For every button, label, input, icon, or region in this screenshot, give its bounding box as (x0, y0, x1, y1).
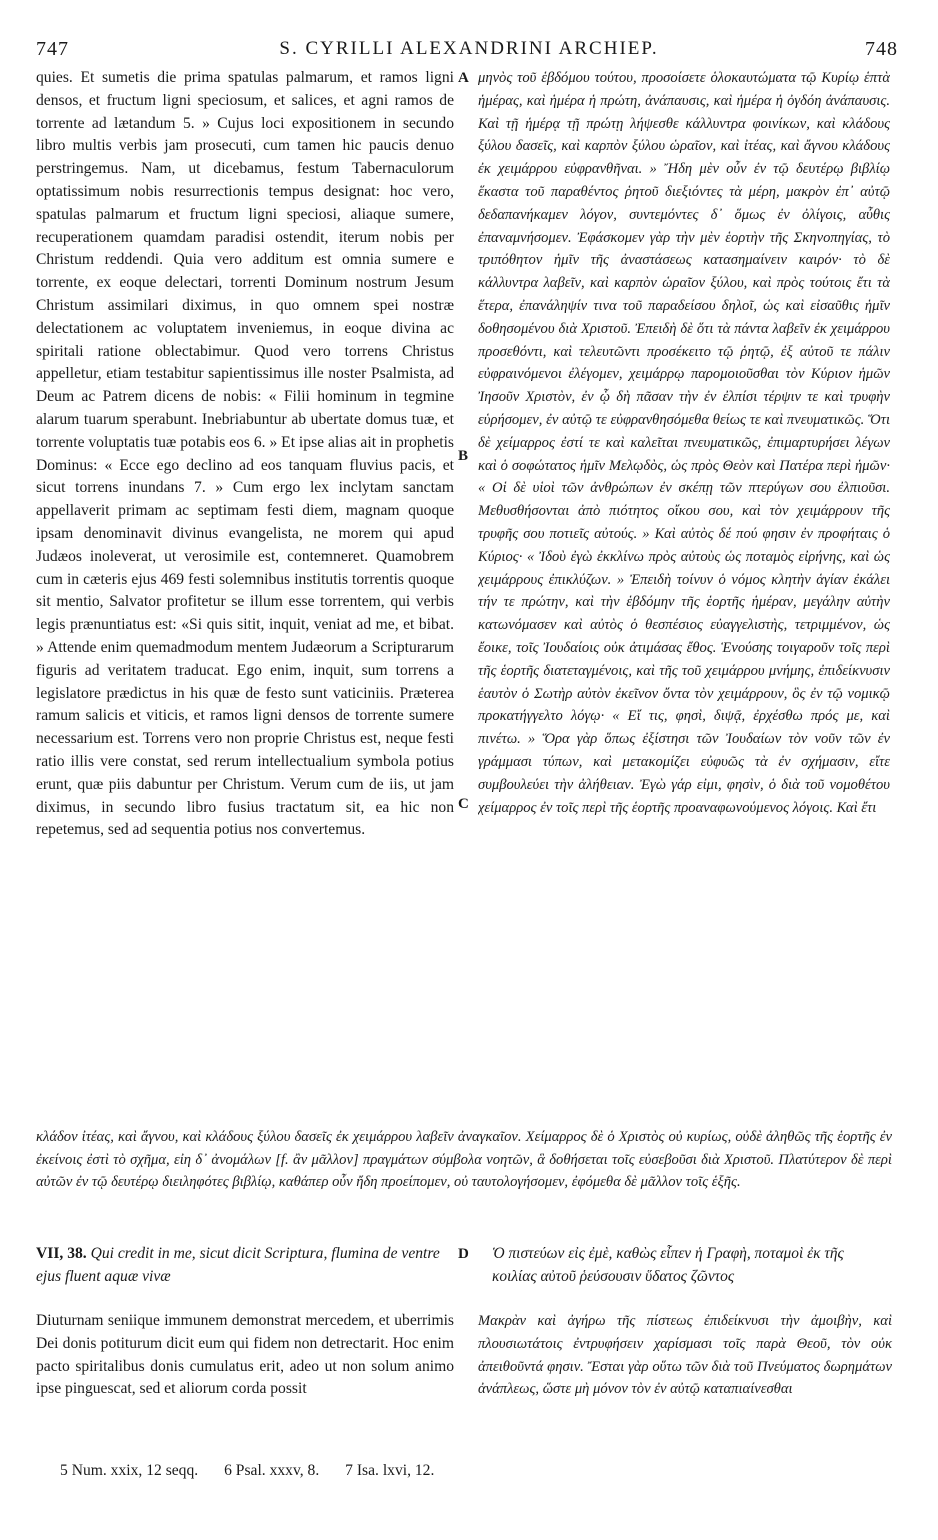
marker-b: B (458, 448, 469, 464)
latin-section-body: Diuturnam seniique immunem demonstrat mercedem, et uberrimis Dei donis potiturum dicit eum qui fidem non detrectarit. Hoc enim pacto spiritalibus donis cumulatus erit, adeo ut non solum animo ipse pinguescat, sed et aliorum corda possit (36, 1312, 454, 1398)
left-page-number: 747 (36, 38, 69, 60)
page-header (0, 12, 938, 60)
footnotes (60, 1462, 860, 1480)
footnote-7: 7 Isa. lxvi, 12. (345, 1462, 435, 1479)
latin-section-heading (36, 1243, 454, 1289)
chapter-reference: VII, 38. (36, 1245, 87, 1262)
marker-d: D (458, 1246, 469, 1262)
marker-c: C (458, 796, 469, 812)
footnote-6: 6 Psal. xxxv, 8. (224, 1462, 320, 1479)
footnote-5: 5 Num. xxix, 12 seqq. (60, 1462, 199, 1479)
greek-full-width-paragraph: κλάδον ἰτέας, καὶ ἄγνου, καὶ κλάδους ξύλου δασεῖς ἐκ χειμάρρου λαβεῖν ἀναγκαῖον. Χείμαρρος δὲ ὁ Χριστὸς οὐ κυρίως, οὐδὲ ἀληθῶς τῆς ἑορτῆς ἐν ἐκείνοις ἐστὶ τὸ σχῆμα, εἰη δ᾽ ἀνομάλων [f. ἂν μᾶλλον] πραγμάτων σύμβολα νοητῶν, ἃ δοθήσεται τοῖς εὐσεβοῦσι διὰ Χριστοῦ. Πλατύτερον δὲ περὶ αὐτῶν ἐν τῷ δευτέρῳ διειληφότες βιβλίῳ, καθάπερ οὖν ἤδη προείπομεν, οὐ ταυτολογήσομεν, ἐφόμεθα δὲ μᾶλλον τοῖς ἑξῆς. (36, 1129, 892, 1190)
latin-lemma: Qui credit in me, sicut dicit Scriptura, flumina de ventre ejus fluent aquæ vivæ (36, 1245, 440, 1285)
greek-section-body: Μακρὰν καὶ ἀγήρω τῆς πίστεως ἐπιδείκνυσι τὴν ἀμοιβὴν, καὶ πλουσιωτάτοις ἐντρυφήσειν χαρίσμασι τοῖς παρὰ Θεοῦ, τὸν οὐκ ἀπειθοῦντά φησιν. Ἔσται γὰρ οὕτω τῶν διὰ τοῦ Πνεύματος δωρημάτων ἀνάπλεως, ὥστε μὴ μόνον τὸν ἐν αὐτῷ καταπιαίνεσθαι (478, 1313, 892, 1398)
right-page-number: 748 (865, 38, 898, 60)
latin-column: quies. Et sumetis die prima spatulas palmarum, et ramos ligni densos, et fructum ligni speciosum, et salices, et agni ramos de torrente ad lætandum 5. » Cujus loci expositionem in secundo libro multis verbis jam prosecuti, cum tamen hic paucis denuo perstringemus. Nam, ut dicebamus, festum Tabernaculorum optatissimum nobis resurrectionis tempus designat: hoc vero, spatulas palmarum et fructum ligni speciosi, aliaque sumere, recuperationem quamdam paradisi ostendit, iterum nobis per Christum reddendi. Quia vero additum est omnia sumere e torrente, ex eoque delectari, torrenti Dominum nostrum Jesum Christum assimilari diximus, in quo omnem spei nostræ delectationem ac voluptatem inveniemus, in eoque divina ac spiritali ratione oblectabimur. Quod vero torrens Christus appelletur, etiam testabitur sapientissimus ille noster Psalmista, ad Deum ac Patrem dicens de nobis: « Filii hominum in tegmine alarum tuarum sperabunt. Inebriabuntur ab ubertate domus tuæ, et torrente voluptatis tuæ potabis eos 6. » Et ipse alias ait in prophetis Dominus: « Ecce ego declino ad eos tanquam fluvius pacis, et sicut torrens inundans 7. » Cum ergo lex inclytam sanctam appellaverit primam ac septimam festi diem, magnam quoque ipsam denominavit divinus evangelista, ne morem qui apud Judæos inoleverat, ut verosimile est, contemneret. Quamobrem cum in cæteris ejus 469 festi solemnibus institutis torrentis quoque sit mentio, Salvator profitetur se illum esse torrentem, qui verbis legis prænuntiatus est: «Si quis sitit, inquit, veniat ad me, et bibat. » Attende enim quemadmodum mentem Judæorum a Scripturarum figuris ad veritatem traducat. Ego enim, inquit, sum torrens a legislatore prædictus in his quæ de festo sunt vaticiniis. Præterea ramum salicis et viticis, et ramos ligni densos de torrente sumere necessarium est. Torrens vero non proprie Christus est, neque festi ratio illis vere constat, sed rerum intellectualium symbola potius erunt, quæ piis dabuntur per Christum. Verum cum de iis, ut jam diximus, in secundo libro fusius tractatum sit, ea hic non repetemus, sed ad sequentia potius nos convertemus. (36, 69, 454, 839)
greek-lemma: Ὁ πιστεύων εἰς ἐμὲ, καθὼς εἶπεν ἡ Γραφὴ, ποταμοὶ ἐκ τῆς κοιλίας αὐτοῦ ῥεύσουσιν ὕδατος ζῶντος (492, 1245, 844, 1285)
marker-a: A (458, 70, 469, 86)
greek-column: μηνὸς τοῦ ἑβδόμου τούτου, προσοίσετε ὁλοκαυτώματα τῷ Κυρίῳ ἑπτὰ ἡμέρας, καὶ ἡμέρα ἡ πρώτη, ἀνάπαυσις, καὶ ἡμέρα ἡ ὀγδόη ἀνάπαυσις. Καὶ τῇ ἡμέρᾳ τῇ πρώτῃ λήψεσθε κάλλυντρα φοινίκων, καὶ κλάδους ξύλου δασεῖς, καὶ καρπὸν ξύλου ὡραῖον, καὶ ἰτέας, καὶ ἄγνου κλάδους ἐκ χειμάρρου εὐφρανθῆναι. » Ἤδη μὲν οὖν ἐν τῷ δευτέρῳ βιβλίῳ ἕκαστα τοῦ παραθέντος ῥητοῦ διεξιόντες τὰ μέρη, μακρὸν ἐπ᾽ αὐτῷ δεδαπανήκαμεν λόγον, συντεμόντες δ᾽ ὅμως ἐν ὀλίγοις, αὖθις ἐπαναμνήσομεν. Ἐφάσκομεν γὰρ τὴν μὲν ἑορτὴν τῆς Σκηνοπηγίας, τὸ τριπόθητον ἡμῖν τῆς ἀναστάσεως κατασημαίνειν καιρόν· τὸ δὲ κάλλυντρα λαβεῖν, καὶ καρπὸν ὡραῖον ξύλου, καὶ πρὸς τούτοις ἔτι τὰ ἕτερα, ἐπανάληψίν τινα τοῦ παραδείσου δηλοῖ, ὡς καὶ εἰσαῦθις ἡμῖν δοθησομένου διὰ Χριστοῦ. Ἐπειδὴ δὲ ὅτι τὰ πάντα λαβεῖν ἐκ χειμάρρου προσεθόντι, καὶ τελευτῶντι προσέκειτο τῷ ῥητῷ, ἐξ αὐτοῦ τε πάλιν εὐφραινόμενοι ἐλέγομεν, χειμάρρῳ παρομοιοῦσθαι τὸν Κύριον ἡμῶν Ἰησοῦν Χριστὸν, ἐν ᾧ δὴ πᾶσαν τὴν ἐν ἐλπίσι τέρψιν τε καὶ τρυφὴν εὑρήσομεν, ἐν αὐτῷ τε εὐφρανθησόμεθα θείως τε καὶ πνευματικῶς. Ὅτι δὲ χείμαρρος ἐστί τε καὶ καλεῖται πνευματικῶς, ἐπιμαρτυρήσει λέγων καὶ ὁ σοφώτατος ἡμῖν Μελῳδὸς, ὡς πρὸς Θεὸν καὶ Πατέρα περὶ ἡμῶν· « Οἱ δὲ υἱοὶ τῶν ἀνθρώπων ἐν σκέπῃ τῶν πτερύγων σου ἐλπιοῦσι. Μεθυσθήσονται ἀπὸ πιότητος οἴκου σου, καὶ τὸν χειμάρρουν τῆς τρυφῆς σου ποτιεῖς αὐτούς. » Καὶ αὐτὸς δέ πού φησιν ἐν προφήταις ὁ Κύριος· « Ἰδοὺ ἐγὼ ἐκκλίνω πρὸς αὐτοὺς ὡς ποταμὸς εἰρήνης, καὶ ὡς χειμάρρους ἐπικλύζων. » Ἐπειδὴ τοίνυν ὁ νόμος κλητὴν ἁγίαν ἐκάλει τήν τε πρώτην, καὶ τὴν ἑβδόμην τῆς ἑορτῆς ἡμέραν, μεγάλην αὐτὴν κατωνόμασεν καὶ αὐτὸς ὁ θεσπέσιος εὐαγγελιστὴς, τετριμμένον, ὡς ἔοικε, τοῖς Ἰουδαίοις οὐκ ἀτιμάσας ἔθος. Ἑνούσης τοιγαροῦν τοῖς περὶ τῆς ἑορτῆς διατεταγμένοις, καὶ τῆς τοῦ χειμάρρου μνήμης, ἐπιδείκνυσιν ἑαυτὸν ὁ Σωτὴρ αὐτὸν ἐκεῖνον ὄντα τὸν χειμάρρουν, ὃς ἐν τῷ νομικῷ προκατήγγελτο λόγῳ· « Εἴ τις, φησὶ, διψᾷ, ἐρχέσθω πρός με, καὶ πινέτω. » Ὅρα γὰρ ὅπως ἐξίστησι τῶν Ἰουδαίων τὸν νοῦν τῶν ἐν γράμμασι τύπων, καὶ μετακομίζει εὐφυῶς τὰ ἐν σχήμασιν, εἴτε συμβουλεύει τὴν ἀλήθειαν. Ἐγὼ γάρ εἰμι, φησὶν, ὁ διὰ τοῦ νομοθέτου χείμαρρος ἐν τοῖς περὶ τῆς ἑορτῆς προαναφωνούμενος λόγοις. Καὶ ἔτι (478, 70, 890, 816)
running-title: S. CYRILLI ALEXANDRINI ARCHIEP. (279, 38, 659, 59)
